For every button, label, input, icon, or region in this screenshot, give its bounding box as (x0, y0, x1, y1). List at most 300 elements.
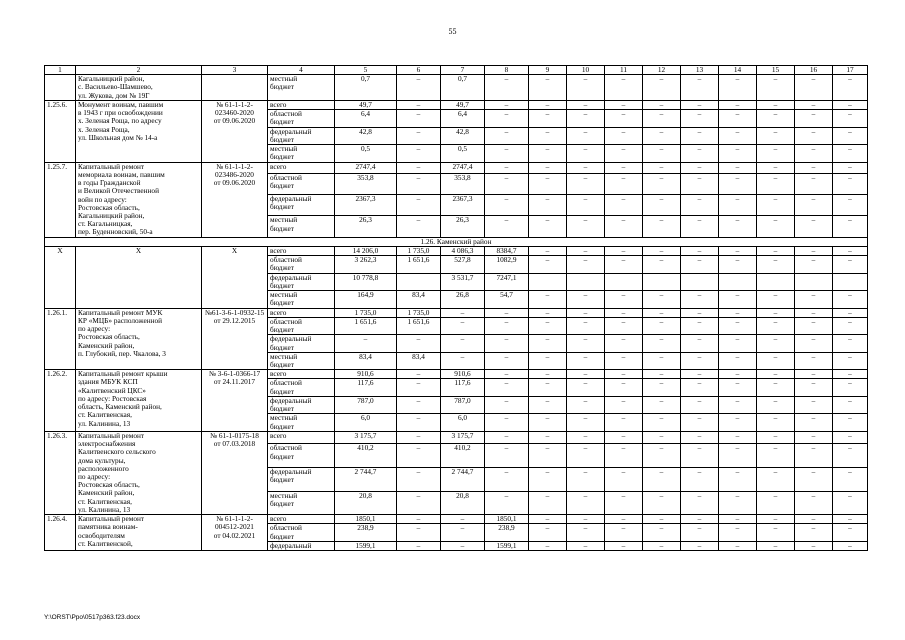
value-cell: – (681, 467, 719, 491)
value-cell: 1 735,0 (335, 308, 397, 317)
value-cell: – (757, 379, 795, 396)
value-cell: – (605, 491, 643, 515)
value-cell: – (567, 444, 605, 468)
value-cell: – (719, 308, 757, 317)
value-cell: – (681, 308, 719, 317)
value-cell: 26,8 (441, 291, 485, 308)
value-cell: – (719, 379, 757, 396)
value-cell: – (719, 524, 757, 541)
value-cell: – (795, 110, 833, 127)
value-cell: 910,6 (335, 370, 397, 379)
funding-source-cell: областной бюджет (268, 524, 335, 541)
value-cell: – (833, 145, 868, 162)
value-cell: – (681, 145, 719, 162)
value-cell: – (485, 335, 529, 352)
table-row (45, 75, 868, 101)
value-cell: – (397, 100, 441, 109)
column-number-row (45, 66, 868, 75)
value-cell: – (681, 379, 719, 396)
value-cell: – (529, 195, 567, 216)
value-cell: – (397, 127, 441, 144)
value-cell: – (605, 216, 643, 237)
value-cell: – (719, 317, 757, 334)
value-cell: – (757, 467, 795, 491)
value-cell: – (605, 308, 643, 317)
value-cell: – (605, 352, 643, 369)
funding-source-cell: местный бюджет (268, 145, 335, 162)
value-cell: – (719, 541, 757, 550)
value-cell: – (643, 352, 681, 369)
value-cell: – (567, 317, 605, 334)
value-cell: – (757, 246, 795, 255)
value-cell: 6,0 (441, 414, 485, 431)
value-cell: 0,7 (335, 75, 397, 101)
value-cell: – (757, 256, 795, 273)
value-cell: – (567, 195, 605, 216)
value-cell: – (485, 127, 529, 144)
value-cell: – (397, 335, 441, 352)
value-cell: – (567, 145, 605, 162)
value-cell: 238,9 (335, 524, 397, 541)
value-cell: – (529, 100, 567, 109)
value-cell: – (757, 127, 795, 144)
value-cell: 83,4 (335, 352, 397, 369)
value-cell: – (567, 541, 605, 550)
value-cell: – (833, 541, 868, 550)
value-cell: – (719, 216, 757, 237)
value-cell: – (719, 246, 757, 255)
value-cell: – (643, 467, 681, 491)
value-cell: – (605, 110, 643, 127)
value-cell (681, 273, 719, 290)
value-cell: – (833, 335, 868, 352)
value-cell: – (529, 491, 567, 515)
funding-source-cell: всего (268, 162, 335, 173)
column-number-cell: 11 (605, 66, 643, 75)
column-number-cell: 9 (529, 66, 567, 75)
value-cell: – (795, 195, 833, 216)
value-cell: – (643, 195, 681, 216)
value-cell: – (795, 335, 833, 352)
value-cell: – (795, 370, 833, 379)
value-cell: – (795, 308, 833, 317)
value-cell: – (833, 467, 868, 491)
value-cell: 117,6 (441, 379, 485, 396)
column-number-cell: 4 (268, 66, 335, 75)
value-cell: 117,6 (335, 379, 397, 396)
value-cell: – (567, 335, 605, 352)
value-cell: 1082,9 (485, 256, 529, 273)
value-cell: – (485, 308, 529, 317)
value-cell: 1850,1 (335, 515, 397, 524)
value-cell: – (441, 515, 485, 524)
value-cell: – (681, 317, 719, 334)
value-cell: – (529, 291, 567, 308)
value-cell: 49,7 (441, 100, 485, 109)
value-cell: – (529, 110, 567, 127)
value-cell: – (795, 145, 833, 162)
value-cell: – (757, 541, 795, 550)
value-cell (795, 273, 833, 290)
value-cell: 1599,1 (485, 541, 529, 550)
value-cell (719, 273, 757, 290)
object-name-cell: Капитальный ремонт мемориала воинам, павшим в годы Гражданской и Великой Отечественной войн по адресу: Ростовская область, Кагальницкий район, ст. Кагальницкая, пер. Буденновский, 50-а (76, 162, 202, 237)
value-cell: – (681, 524, 719, 541)
expertise-doc-cell (202, 75, 268, 101)
value-cell: – (719, 467, 757, 491)
value-cell: – (833, 414, 868, 431)
value-cell: – (833, 515, 868, 524)
value-cell: 8384,7 (485, 246, 529, 255)
value-cell: – (529, 524, 567, 541)
value-cell: 787,0 (441, 396, 485, 413)
value-cell: – (567, 491, 605, 515)
column-number-cell: 7 (441, 66, 485, 75)
column-number-cell: 12 (643, 66, 681, 75)
file-path-footer: Y:\ORST\Ppo\0517p363.f23.docx (44, 614, 141, 621)
value-cell: – (567, 515, 605, 524)
value-cell: – (757, 195, 795, 216)
value-cell: – (441, 317, 485, 334)
value-cell: – (757, 335, 795, 352)
funding-source-cell: областной бюджет (268, 444, 335, 468)
value-cell: – (757, 414, 795, 431)
value-cell: – (397, 467, 441, 491)
value-cell: – (567, 127, 605, 144)
value-cell: – (485, 431, 529, 443)
value-cell: – (643, 127, 681, 144)
value-cell: – (441, 352, 485, 369)
value-cell: – (529, 467, 567, 491)
value-cell: – (397, 431, 441, 443)
table-row (45, 431, 868, 443)
value-cell: – (757, 173, 795, 194)
value-cell: – (795, 444, 833, 468)
value-cell: – (529, 256, 567, 273)
value-cell: – (605, 317, 643, 334)
value-cell: – (833, 246, 868, 255)
section-row (45, 237, 868, 246)
value-cell: 6,0 (335, 414, 397, 431)
value-cell: – (567, 396, 605, 413)
value-cell: – (567, 308, 605, 317)
value-cell: – (757, 75, 795, 101)
table-row (45, 308, 868, 317)
value-cell: – (643, 216, 681, 237)
value-cell: 54,7 (485, 291, 529, 308)
value-cell: – (719, 127, 757, 144)
funding-source-cell: федеральный бюджет (268, 127, 335, 144)
funding-source-cell: всего (268, 308, 335, 317)
column-number-cell: 5 (335, 66, 397, 75)
value-cell: – (485, 173, 529, 194)
value-cell: – (681, 173, 719, 194)
expertise-doc-cell: № 61-1-1-2- 023486-2020 от 09.06.2020 (202, 162, 268, 237)
value-cell: – (605, 291, 643, 308)
funding-source-cell: федеральный бюджет (268, 335, 335, 352)
value-cell: – (833, 444, 868, 468)
value-cell: 2747,4 (441, 162, 485, 173)
value-cell: – (643, 145, 681, 162)
value-cell: – (529, 335, 567, 352)
expertise-doc-cell: № 3-6-1-0366-17 от 24.11.2017 (202, 370, 268, 432)
value-cell: 14 206,0 (335, 246, 397, 255)
value-cell: – (643, 515, 681, 524)
funding-source-cell: местный бюджет (268, 216, 335, 237)
value-cell: – (397, 145, 441, 162)
value-cell: – (397, 444, 441, 468)
value-cell: 1 735,0 (397, 308, 441, 317)
value-cell: – (397, 173, 441, 194)
value-cell: – (681, 491, 719, 515)
column-number-cell: 10 (567, 66, 605, 75)
value-cell: 353,8 (441, 173, 485, 194)
item-number-cell: 1.25.7. (45, 162, 76, 237)
value-cell: 353,8 (335, 173, 397, 194)
value-cell: – (757, 291, 795, 308)
value-cell: – (605, 414, 643, 431)
value-cell: 3 262,3 (335, 256, 397, 273)
value-cell: – (795, 515, 833, 524)
value-cell: – (643, 173, 681, 194)
value-cell: 20,8 (441, 491, 485, 515)
value-cell: 0,5 (441, 145, 485, 162)
value-cell: – (681, 414, 719, 431)
value-cell: – (567, 162, 605, 173)
value-cell: – (681, 370, 719, 379)
value-cell: – (719, 75, 757, 101)
value-cell (757, 273, 795, 290)
value-cell: – (833, 256, 868, 273)
value-cell (643, 273, 681, 290)
value-cell: – (643, 370, 681, 379)
value-cell: – (567, 246, 605, 255)
value-cell: – (795, 127, 833, 144)
value-cell: – (605, 100, 643, 109)
value-cell: – (757, 110, 795, 127)
funding-source-cell: федеральный бюджет (268, 396, 335, 413)
value-cell: – (485, 370, 529, 379)
value-cell: – (757, 370, 795, 379)
value-cell: – (605, 524, 643, 541)
value-cell: 2 744,7 (335, 467, 397, 491)
value-cell: – (605, 195, 643, 216)
column-number-cell: 1 (45, 66, 76, 75)
value-cell: – (719, 515, 757, 524)
value-cell: – (605, 246, 643, 255)
value-cell: – (485, 75, 529, 101)
column-number-cell: 17 (833, 66, 868, 75)
funding-source-cell: местный бюджет (268, 291, 335, 308)
value-cell: – (643, 100, 681, 109)
item-number-cell (45, 75, 76, 101)
value-cell: – (529, 145, 567, 162)
funding-source-cell: федеральный бюджет (268, 467, 335, 491)
value-cell: – (681, 541, 719, 550)
value-cell: – (795, 541, 833, 550)
item-number-cell: 1.25.6. (45, 100, 76, 162)
value-cell: – (397, 195, 441, 216)
value-cell: – (757, 524, 795, 541)
value-cell: – (719, 491, 757, 515)
value-cell: 1599,1 (335, 541, 397, 550)
funding-source-cell: местный бюджет (268, 352, 335, 369)
value-cell: – (757, 317, 795, 334)
value-cell: – (605, 467, 643, 491)
value-cell: – (529, 246, 567, 255)
value-cell: – (833, 100, 868, 109)
value-cell (833, 273, 868, 290)
funding-source-cell: всего (268, 246, 335, 255)
value-cell: – (567, 75, 605, 101)
funding-source-cell: местный бюджет (268, 491, 335, 515)
value-cell: – (681, 291, 719, 308)
value-cell: – (757, 162, 795, 173)
value-cell: – (397, 110, 441, 127)
value-cell: – (643, 491, 681, 515)
value-cell: 2367,3 (441, 195, 485, 216)
value-cell: – (833, 491, 868, 515)
value-cell: – (441, 541, 485, 550)
object-name-cell: Капитальный ремонт электроснабжения Калитвенского сельского дома культуры, расположенного по адресу: Ростовская область, Каменский район, ст. Калитвенская, ул. Калинина, 13 (76, 431, 202, 514)
expertise-doc-cell: Х (202, 246, 268, 308)
value-cell: – (643, 110, 681, 127)
value-cell: – (719, 414, 757, 431)
value-cell: 787,0 (335, 396, 397, 413)
funding-source-cell: всего (268, 370, 335, 379)
value-cell: 6,4 (335, 110, 397, 127)
value-cell: 1 651,6 (397, 317, 441, 334)
column-number-cell: 6 (397, 66, 441, 75)
table-row (45, 246, 868, 255)
value-cell: – (719, 444, 757, 468)
value-cell: – (833, 127, 868, 144)
value-cell: 42,8 (335, 127, 397, 144)
value-cell: 49,7 (335, 100, 397, 109)
value-cell: – (681, 110, 719, 127)
value-cell: – (485, 467, 529, 491)
value-cell: – (441, 524, 485, 541)
value-cell: – (643, 317, 681, 334)
value-cell: – (795, 431, 833, 443)
value-cell: 1 651,6 (397, 256, 441, 273)
value-cell: – (567, 216, 605, 237)
value-cell: – (757, 145, 795, 162)
value-cell: – (681, 396, 719, 413)
value-cell: 238,9 (485, 524, 529, 541)
value-cell: – (485, 317, 529, 334)
value-cell: – (757, 515, 795, 524)
value-cell: – (795, 100, 833, 109)
value-cell: – (643, 162, 681, 173)
value-cell: – (795, 352, 833, 369)
value-cell: 410,2 (335, 444, 397, 468)
value-cell: – (795, 414, 833, 431)
value-cell: – (719, 256, 757, 273)
value-cell: 910,6 (441, 370, 485, 379)
value-cell: – (681, 127, 719, 144)
value-cell: – (833, 396, 868, 413)
funding-source-cell: областной бюджет (268, 379, 335, 396)
value-cell: – (795, 162, 833, 173)
value-cell: – (567, 110, 605, 127)
value-cell: – (485, 444, 529, 468)
column-number-cell: 3 (202, 66, 268, 75)
value-cell: – (719, 335, 757, 352)
table-row (45, 100, 868, 109)
value-cell: – (757, 100, 795, 109)
object-name-cell: Монумент воинам, павшим в 1943 г при освобождении х. Зеленая Роща, по адресу х. Зеленая Роща, ул. Школьная дом № 14-а (76, 100, 202, 162)
value-cell: 0,5 (335, 145, 397, 162)
value-cell: – (833, 173, 868, 194)
value-cell: – (757, 352, 795, 369)
value-cell: 2367,3 (335, 195, 397, 216)
value-cell: – (485, 352, 529, 369)
value-cell: – (795, 491, 833, 515)
value-cell: – (485, 100, 529, 109)
value-cell: – (681, 75, 719, 101)
value-cell: 42,8 (441, 127, 485, 144)
value-cell: – (795, 173, 833, 194)
value-cell: – (719, 100, 757, 109)
value-cell: – (529, 431, 567, 443)
value-cell: – (529, 317, 567, 334)
value-cell: – (833, 75, 868, 101)
value-cell: – (605, 75, 643, 101)
value-cell: – (757, 444, 795, 468)
value-cell: – (681, 444, 719, 468)
value-cell: 10 778,8 (335, 273, 397, 290)
value-cell: – (681, 256, 719, 273)
value-cell: – (567, 370, 605, 379)
value-cell: – (719, 370, 757, 379)
value-cell: – (605, 444, 643, 468)
value-cell: – (643, 444, 681, 468)
expertise-doc-cell: №61-3-6-1-0932-15 от 29.12.2015 (202, 308, 268, 370)
value-cell: – (397, 216, 441, 237)
value-cell: – (529, 308, 567, 317)
value-cell: – (681, 515, 719, 524)
value-cell: – (529, 515, 567, 524)
funding-source-cell: федеральный бюджет (268, 273, 335, 290)
value-cell: – (529, 216, 567, 237)
value-cell: 1850,1 (485, 515, 529, 524)
value-cell: – (643, 75, 681, 101)
value-cell: – (719, 352, 757, 369)
value-cell: – (485, 110, 529, 127)
value-cell: – (605, 145, 643, 162)
value-cell: – (485, 216, 529, 237)
value-cell: – (529, 414, 567, 431)
value-cell: – (485, 379, 529, 396)
value-cell: – (795, 317, 833, 334)
value-cell: – (335, 335, 397, 352)
value-cell: – (719, 431, 757, 443)
value-cell: 527,8 (441, 256, 485, 273)
value-cell: – (605, 431, 643, 443)
value-cell: – (441, 335, 485, 352)
column-number-cell: 13 (681, 66, 719, 75)
value-cell: – (795, 524, 833, 541)
value-cell: – (567, 414, 605, 431)
column-number-cell: 8 (485, 66, 529, 75)
value-cell: – (719, 173, 757, 194)
value-cell (397, 273, 441, 290)
value-cell: – (397, 414, 441, 431)
value-cell: – (795, 291, 833, 308)
value-cell: – (833, 308, 868, 317)
funding-source-cell: областной бюджет (268, 110, 335, 127)
